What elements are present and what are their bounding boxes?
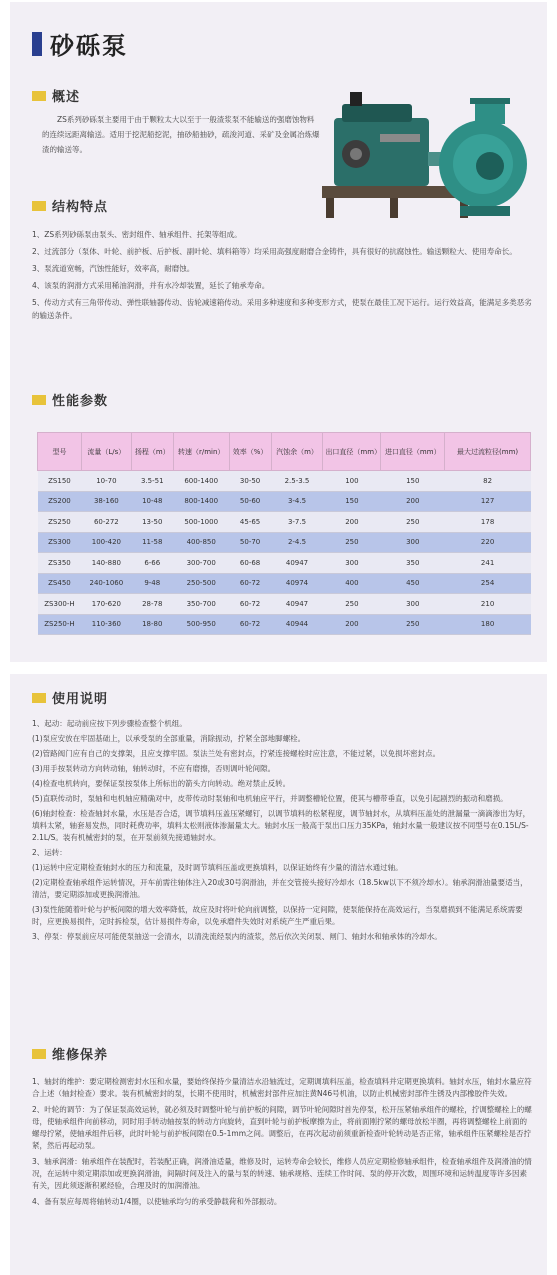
column-header: 转速（r/min） xyxy=(173,433,229,471)
section-heading-usage: 使用说明 xyxy=(32,688,108,707)
pump-foot xyxy=(460,206,510,216)
table-row: ZS250 60-272 13-50 500-1000 45-65 3-7.5 200 250 178 xyxy=(38,512,531,533)
section-heading-maintenance: 维修保养 xyxy=(32,1044,108,1063)
overview-text: ZS系列砂砾泵主要用于由于颗粒太大以至于一般渣浆泵不能输送的强磨蚀物料的连续远距离输送。适用于挖泥船挖泥，抽砂船抽砂，疏浚河道、采矿及金属冶炼爆渣的输送等。 xyxy=(42,115,320,154)
page-title xyxy=(32,26,128,61)
list-item: 2、运转： xyxy=(32,848,67,857)
column-header: 汽蚀余（m） xyxy=(271,433,323,471)
list-item: (4)检查电机转向，要保证泵按泵体上所标出的箭头方向转动。绝对禁止反转。 xyxy=(32,779,291,788)
brochure-page-2 xyxy=(10,674,547,1275)
section-heading-overview: 概述 xyxy=(32,86,80,105)
list-item: 3、停泵：停泵前应尽可能使泵抽送一会清水，以清洗流经泵内的渣浆，然后依次关闭泵、闸门、轴封水和轴承体的冷却水。 xyxy=(32,932,442,941)
page-title-text: 砂砾泵 xyxy=(50,32,128,60)
performance-table xyxy=(37,432,531,635)
frame-leg xyxy=(326,198,334,218)
section-accent-bar xyxy=(32,693,46,703)
table-row: ZS250-H 110-360 18-80 500-950 60-72 40944 200 250 180 xyxy=(38,614,531,635)
table-row: ZS200 38-160 10-48 800-1400 50-60 3-4.5 150 200 127 xyxy=(38,491,531,512)
list-item: 4、备有泵应每周将轴转动1/4圈，以使轴承均匀的承受静载荷和外部振动。 xyxy=(32,1197,282,1206)
maintenance-list xyxy=(32,1076,532,1212)
column-header: 效率（%） xyxy=(229,433,271,471)
table-row: ZS450 240-1060 9-48 250-500 60-72 40974 400 450 254 xyxy=(38,573,531,594)
column-header: 出口直径（mm） xyxy=(323,433,381,471)
list-item: 5、传动方式有三角带传动、弹性联轴器传动、齿轮减速箱传动。采用多种速度和多种变形方式，使泵在最佳工况下运行。运行效益高，能满足多类恶劣的输送条件。 xyxy=(32,298,532,320)
column-header: 流量（L/s） xyxy=(81,433,131,471)
column-header: 型号 xyxy=(38,433,82,471)
section-heading-performance: 性能参数 xyxy=(32,390,108,409)
table-header-row xyxy=(38,433,531,471)
features-list xyxy=(32,228,532,326)
section-accent-bar xyxy=(32,91,46,101)
list-item: (6)轴封检查：检查轴封水量，水压是否合适，调节填料压盖压紧螺钉，以调节填料的松紧程度，调节轴封水，从填料压盖处的泄漏量一滴滴渗出为好，填料太紧，轴套易发热，同时耗费功率，填料太松则液体渗漏量太大。轴封水压一般高于泵出口压力35KPa，轴封水量一般建议按不同型号在0.15L/S-2.1L/S。装有机械密封的泵，在开泵前须先接通轴封水。 xyxy=(32,809,531,842)
table-row: ZS350 140-880 6-66 300-700 60-68 40947 300 350 241 xyxy=(38,553,531,574)
table-row: ZS300 100-420 11-58 400-850 50-70 2-4.5 250 300 220 xyxy=(38,532,531,553)
list-item: 3、泵流道宽畅，汽蚀性能好，效率高，耐磨蚀。 xyxy=(32,264,195,273)
list-item: (5)直联传动时，泵轴和电机轴应精确对中，皮带传动时泵轴和电机轴应平行，并调整槽轮位置，使其与槽带垂直，以免引起剧烈的振动和磨损。 xyxy=(32,794,508,803)
list-item: (2)定期检查轴承组件运转情况，开车前需往轴体注入20或30号润滑油，并在交管接头接好冷却水（18.5kw以下不须冷却水）。轴承润滑油量要适当，清洁，要定期添加或更换润滑油。 xyxy=(32,878,528,899)
title-accent-bar xyxy=(32,32,42,56)
section-accent-bar xyxy=(32,395,46,405)
list-item: 2、过流部分（泵体、叶轮、前护板、后护板、副叶轮、填料箱等）均采用高强度耐磨合金铸件，具有很好的抗腐蚀性。输送颗粒大、使用寿命长。 xyxy=(32,247,517,256)
engine-pipe xyxy=(380,134,420,142)
engine-head xyxy=(342,104,412,122)
column-header: 最大过流粒径(mm) xyxy=(445,433,531,471)
section-heading-features: 结构特点 xyxy=(32,196,108,215)
pump-outlet xyxy=(475,102,505,124)
list-item: (1)泵应安放在牢固基础上，以承受泵的全部重量，消除振动，拧紧全部地脚螺栓。 xyxy=(32,734,306,743)
exhaust-pipe xyxy=(350,92,362,106)
list-item: 1、起动：起动前应按下列步骤检查整个机组。 xyxy=(32,719,187,728)
list-item: 2、叶轮的调节：为了保证泵高效运转，就必须及时调整叶轮与前护板的间隙，调节叶轮间隙时首先停泵，松开压紧轴承组件的螺栓，拧调整螺栓上的螺母，使轴承组件向前移动，同时用手转动轴按泵的转动方向旋转，直到叶轮与前护板摩擦为止，将前面刚拧紧的螺母放松半圈，再将调整螺栓上前面的螺母拧紧，使轴承组件后移，此时叶轮与前护板间隙在0.5-1mm之间。调整后，在再次起动前须重新检查叶轮转动是否正常，轴承组件压紧螺栓是否拧紧，然后再起动泵。 xyxy=(32,1105,532,1150)
list-item: (1)运转中应定期检查轴封水的压力和流量，及时调节填料压盖或更换填料，以保证始终有少量的清洁水通过轴。 xyxy=(32,863,403,872)
pump-inlet xyxy=(476,152,504,180)
frame-leg xyxy=(390,198,398,218)
list-item: 3、轴承润滑：轴承组件在装配时，若装配正确，润滑油适量，维修及时，运转寿命会较长，维修人员应定期检修轴承组件，检查轴承组件及润滑油的情况，在运转中须定期添加或更换润滑油，间隔时间及注入的量与泵的转速、轴承规格、连续工作时间、泵的停开次数，周围环境和运转温度等许多因素有关，因此须逐渐积累经验，合理及时的加润滑油。 xyxy=(32,1157,532,1190)
section-accent-bar xyxy=(32,201,46,211)
usage-list xyxy=(32,718,532,946)
list-item: (3)用手按泵转动方向转动轴，轴转动时，不应有磨擦，否则调叶轮间隙。 xyxy=(32,764,276,773)
list-item: (2)管路阀门应有自己的支撑架，且应支撑牢固。泵法兰处有密封点，拧紧连接螺栓时应注意，不能过紧，以免损坏密封点。 xyxy=(32,749,441,758)
list-item: 1、ZS系列砂砾泵由泵头、密封组件、轴承组件、托架等组成。 xyxy=(32,230,242,239)
list-item: 4、该泵的润滑方式采用稀油润滑，并有水冷却装置，延长了轴承寿命。 xyxy=(32,281,270,290)
brochure-page-1 xyxy=(10,2,547,662)
column-header: 进口直径（mm） xyxy=(381,433,445,471)
list-item: 1、轴封的维护：要定期检测密封水压和水量，要始终保持少量清洁水沿轴流过，定期调填料压盖，检查填料并定期更换填料。轴封水压，轴封水量应符合上述（轴封检查）要求。装有机械密封的泵，长期不使用时，机械密封部件应加注黄N46号机油，以防止机械密封部件生锈及内部橡胶件失效。 xyxy=(32,1077,532,1098)
column-header: 扬程（m） xyxy=(131,433,173,471)
table-row: ZS150 10-70 3.5-51 600-1400 30-50 2.5-3.5 100 150 82 xyxy=(38,471,531,492)
list-item: (3)泵性能随着叶轮与护板间隙的增大效率降低，故应及时将叶轮向前调整，以保持一定间隙，使泵能保持在高效运行，当泵磨损到不能满足系统需要时，应更换易损件，定时拆检泵，估计易损件寿命，以免承磨件失效时对系统产生严重后果。 xyxy=(32,905,523,926)
sand-pump-image xyxy=(320,84,535,234)
table-row: ZS300-H 170-620 28-78 350-700 60-72 40947 250 300 210 xyxy=(38,594,531,615)
section-accent-bar xyxy=(32,1049,46,1059)
